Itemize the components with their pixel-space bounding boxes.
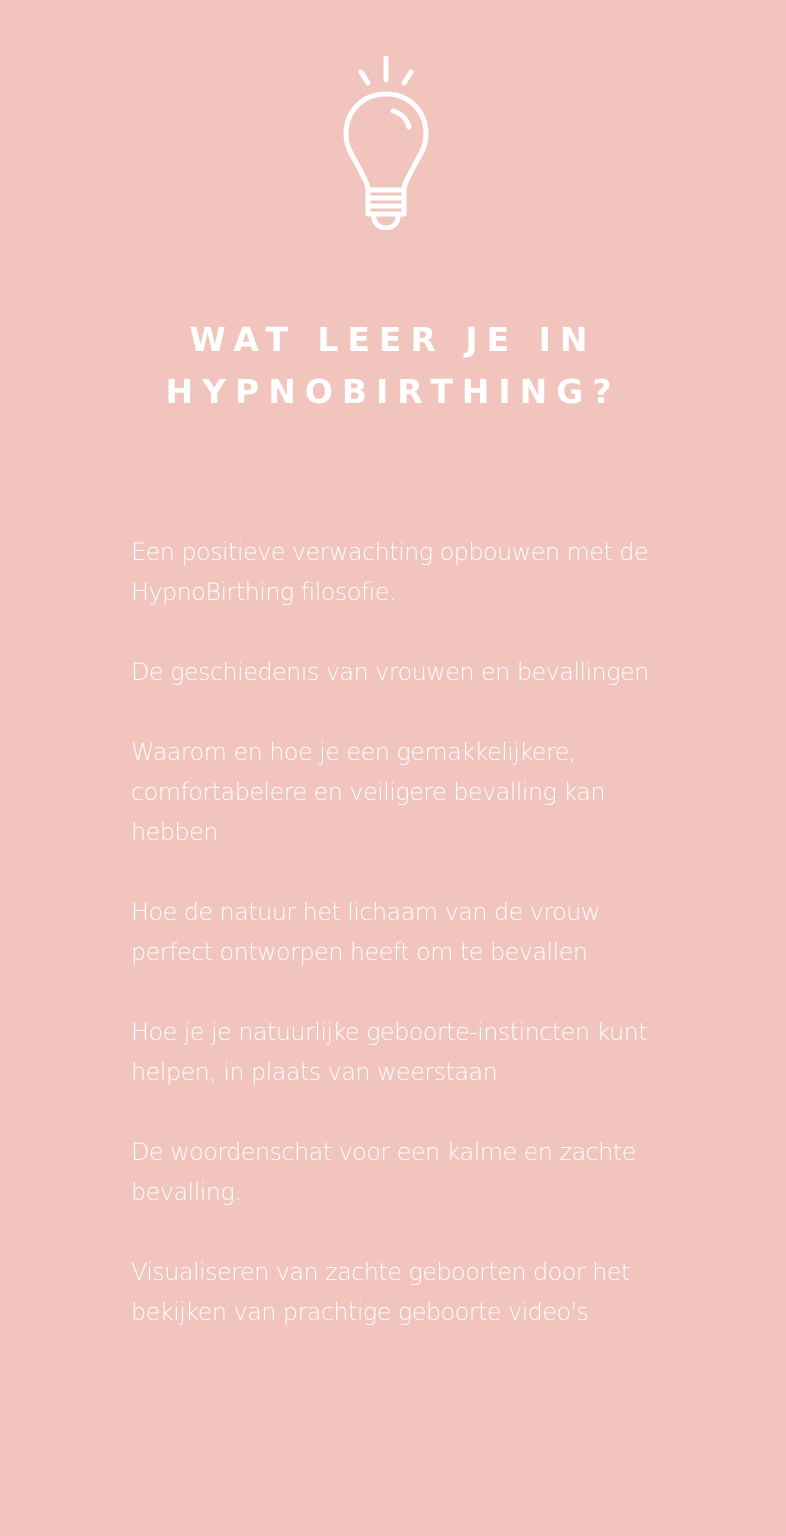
list-item: Waarom en hoe je een gemakkelijkere, comfortabelere en veiligere bevalling kan hebben — [131, 738, 605, 846]
list-item: De geschiedenis van vrouwen en bevallingen — [131, 658, 649, 686]
lightbulb-icon — [333, 54, 437, 230]
list-item: Hoe de natuur het lichaam van de vrouw perfect ontworpen heeft om te bevallen — [131, 898, 600, 966]
list-item: Visualiseren van zachte geboorten door het bekijken van prachtige geboorte video's — [131, 1258, 630, 1326]
list-item: Een positieve verwachting opbouwen met de HypnoBirthing filosofie. — [131, 538, 649, 606]
list-item: De woordenschat voor een kalme en zachte bevalling. — [131, 1138, 636, 1206]
page-title-line-2: HYPNOBIRTHING? — [165, 372, 621, 411]
learning-list — [131, 532, 651, 1372]
page-title-line-1: WAT LEER JE IN — [189, 320, 597, 359]
list-item: Hoe je je natuurlijke geboorte-instincten kunt helpen, in plaats van weerstaan — [131, 1018, 648, 1086]
page-title — [0, 314, 786, 418]
